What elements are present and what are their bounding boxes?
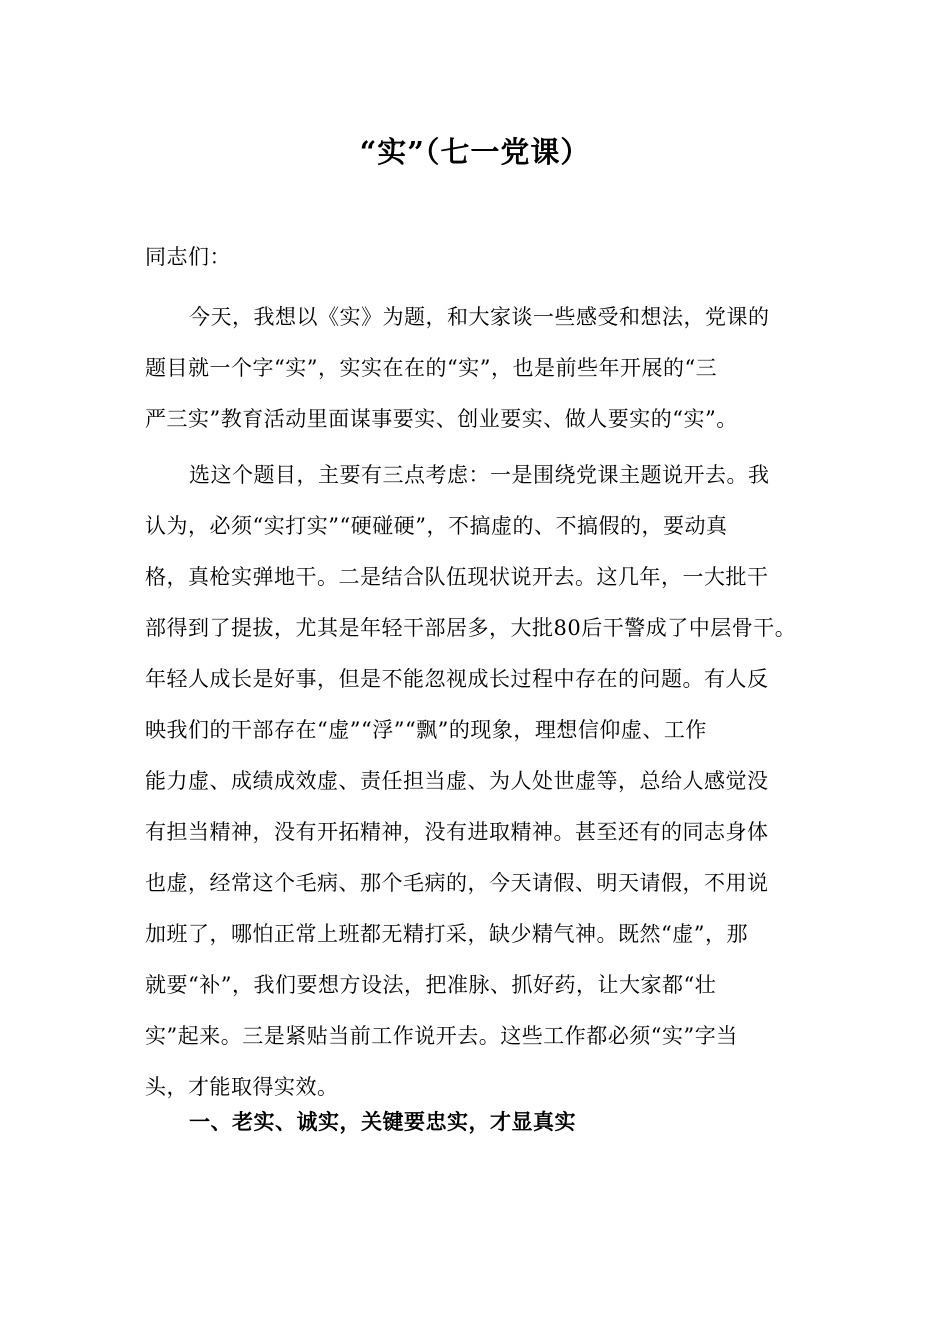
paragraph-line: 能力虚、成绩成效虚、责任担当虚、为人处世虚等，总给人感觉没 (145, 769, 769, 793)
paragraph-line: 格，真枪实弹地干。二是结合队伍现状说开去。这几年，一大批干 (145, 565, 769, 589)
paragraph-line: 头，才能取得实效。 (145, 1075, 339, 1099)
paragraph-line: 今天，我想以《实》为题，和大家谈一些感受和想法，党课的 (189, 305, 770, 329)
paragraph-1 (145, 292, 805, 445)
paragraph-line: 题目就一个字“实”，实实在在的“实”，也是前些年开展的“三 (145, 356, 718, 380)
paragraph-line: 有担当精神，没有开拓精神，没有进取精神。甚至还有的同志身体 (145, 820, 769, 844)
paragraph-line: 就要“补”，我们要想方设法，把准脉、抓好药，让大家都“壮 (145, 973, 717, 997)
paragraph-line: 也虚，经常这个毛病、那个毛病的，今天请假、明天请假，不用说 (145, 871, 769, 895)
salutation (145, 232, 805, 283)
paragraph-line: 选这个题目，主要有三点考虑：一是围绕党课主题说开去。我 (189, 463, 770, 487)
paragraph-2 (145, 450, 805, 1113)
paragraph-line: 实”起来。三是紧贴当前工作说开去。这些工作都必须“实”字当 (145, 1024, 738, 1048)
document-title: “实”（七一党课） (359, 135, 591, 169)
salutation-line: 同志们： (145, 245, 231, 269)
paragraph-line: 严三实”教育活动里面谋事要实、创业要实、做人要实的“实”。 (145, 407, 738, 431)
section-heading: 一、老实、诚实，关键要忠实，才显真实 (189, 1109, 576, 1134)
paragraph-line: 加班了，哪怕正常上班都无精打采，缺少精气神。既然“虚”，那 (145, 922, 748, 946)
paragraph-line: 年轻人成长是好事，但是不能忽视成长过程中存在的问题。有人反 (145, 667, 769, 691)
paragraph-line: 认为，必须“实打实”“硬碰硬”，不搞虚的、不搞假的，要动真 (145, 514, 728, 538)
paragraph-line: 部得到了提拔，尤其是年轻干部居多，大批80后干警成了中层骨干。 (145, 616, 797, 640)
paragraph-line: 映我们的干部存在“虚”“浮”“飘”的现象，理想信仰虚、工作 (145, 718, 707, 742)
